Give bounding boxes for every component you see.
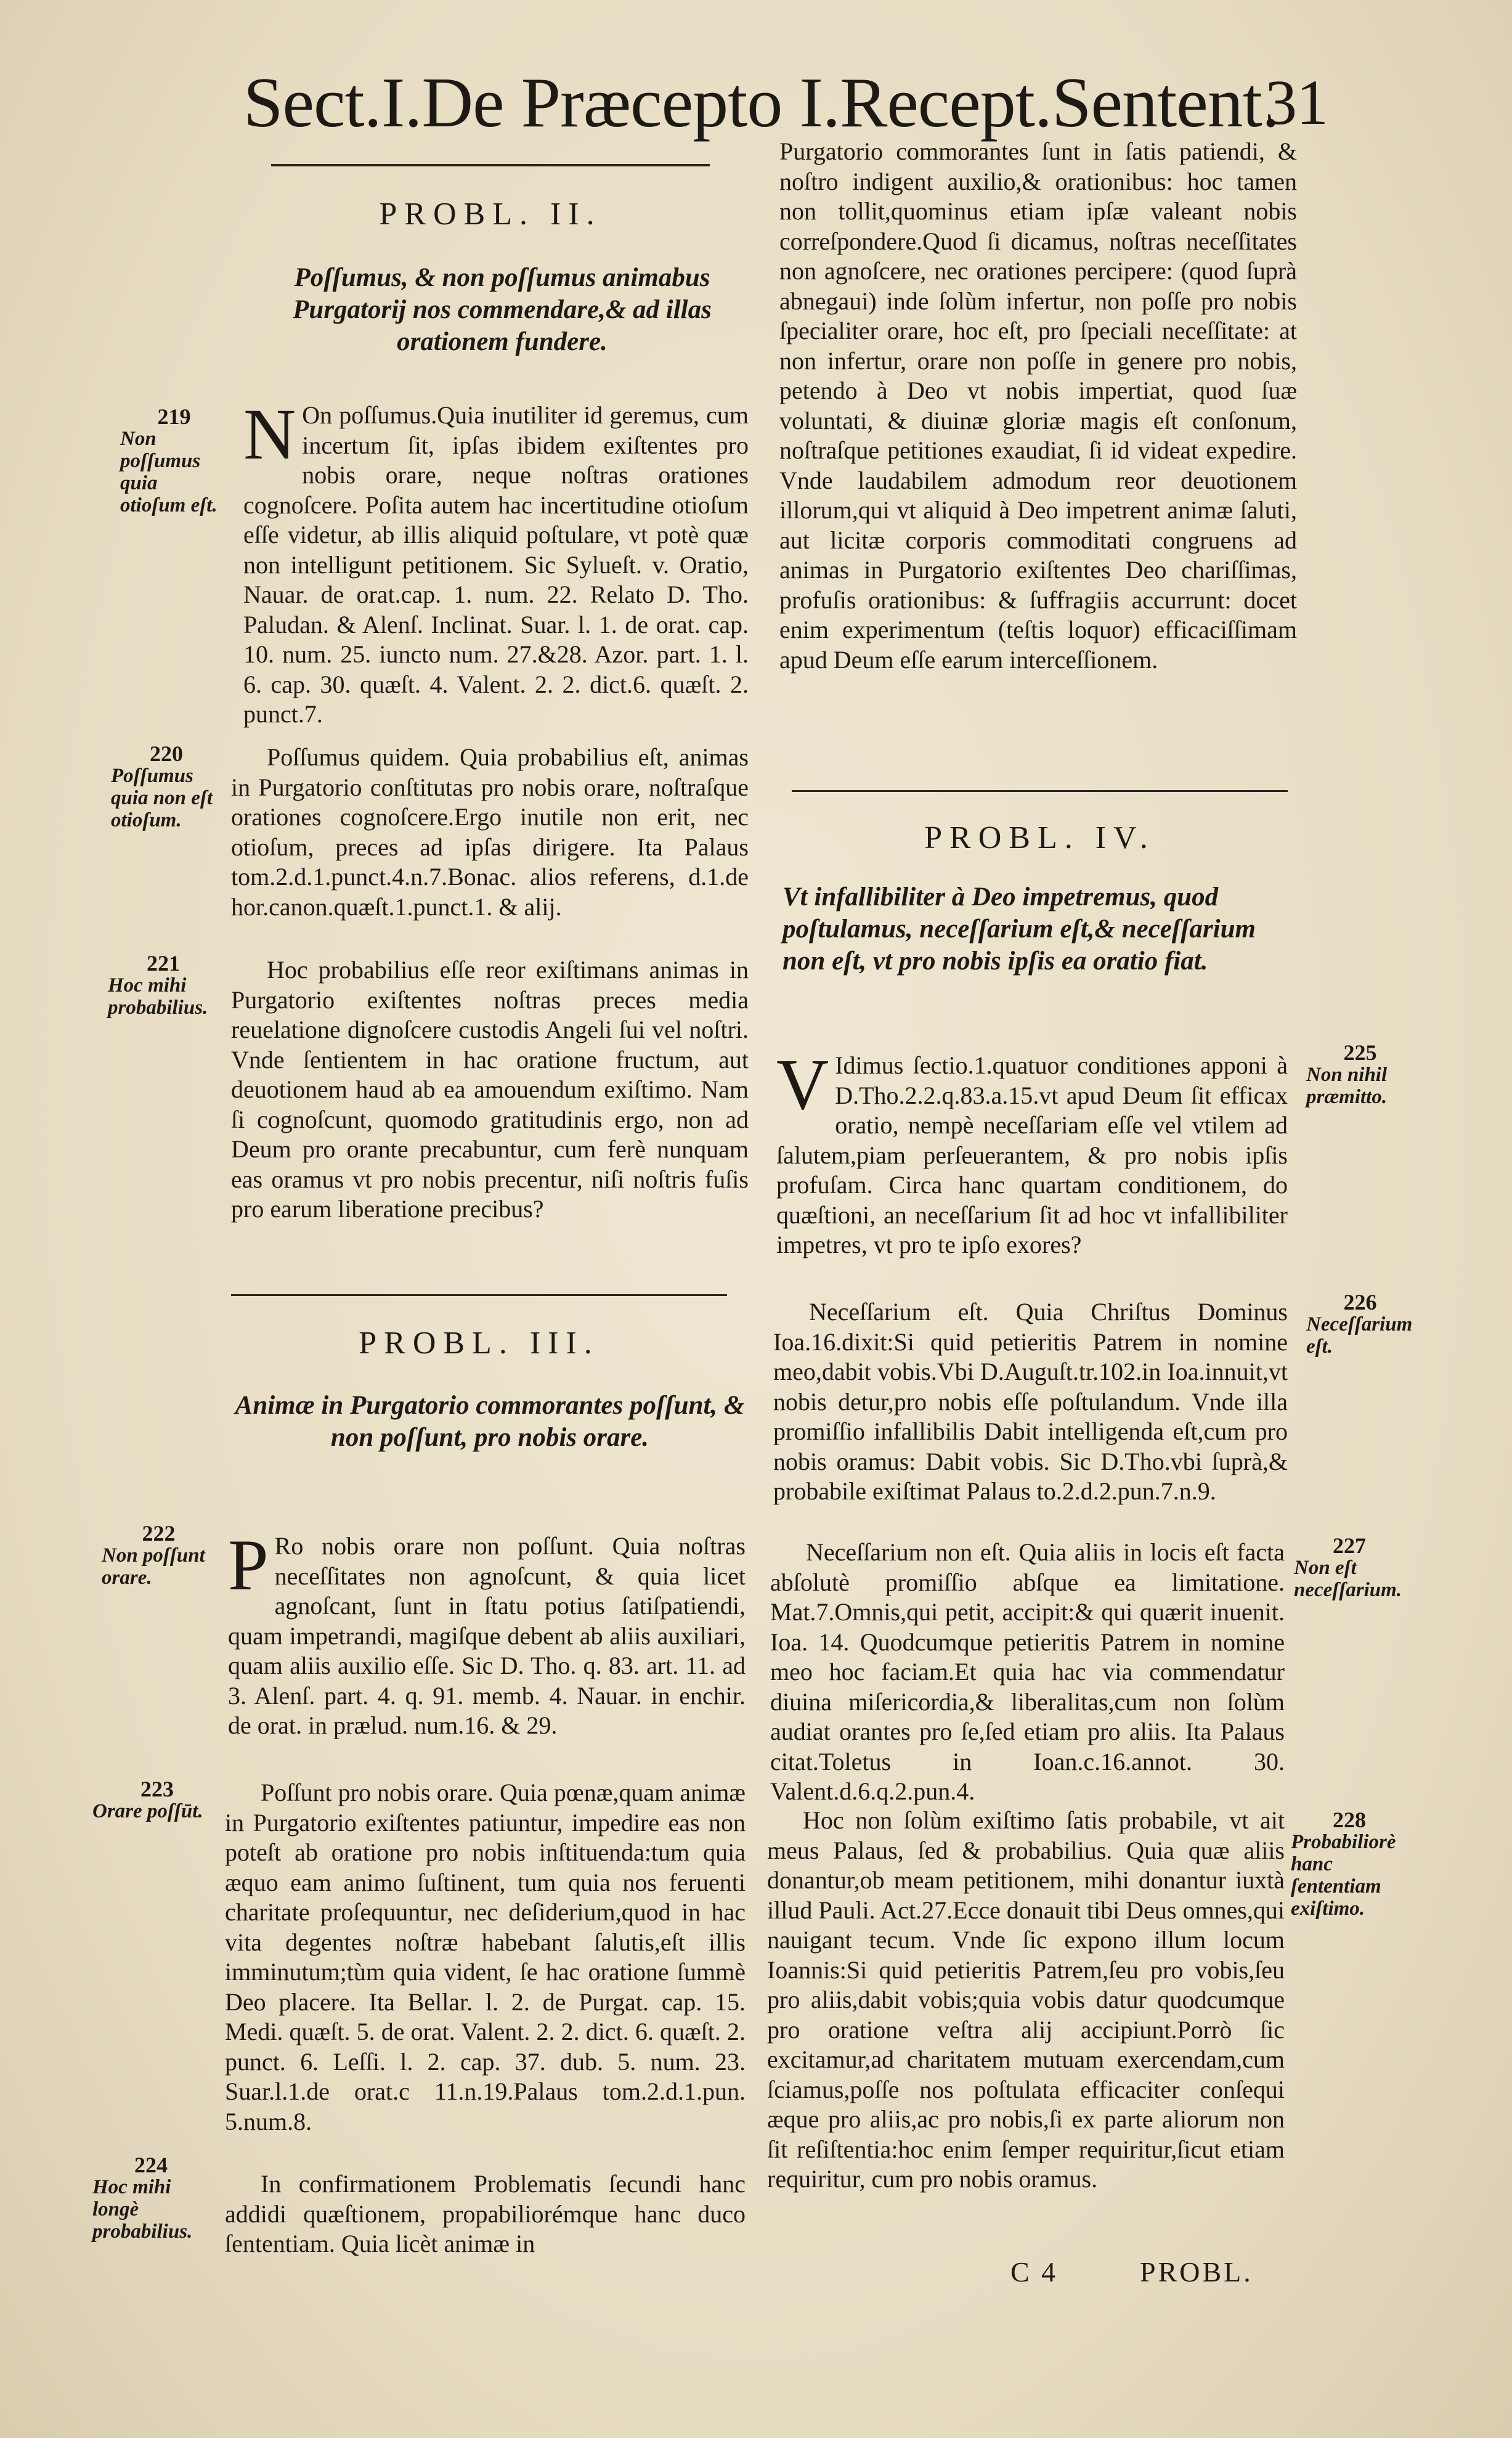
catchword: PROBL. [1140, 2256, 1253, 2288]
paragraph-text: N On poſſumus.Quia inutiliter id geremus, cum incertum ſit, ipſas ibidem exiſtentes pro nobis orare, neque noſtras orationes cognoſcere. Poſita autem hac incertitudine otioſum eſſe videtur, ab illis aliquid poſtulare, vt potè quæ non intelligunt petitionem. Sic Sylueſt. v. Oratio, Nauar. de orat.cap. 1. num. 22. Relato D. Tho. Paludan. & Alenſ. Inclinat. Suar. l. 1. de orat. cap. 10. num. 25. iuncto num. 27.&28. Azor. part. 1. l. 6. cap. 30. quæſt. 4. Valent. 2. 2. dict.6. quæſt. 2. punct.7. [243, 394, 749, 728]
paragraph-228 [767, 1806, 1285, 2195]
paragraph-text: Hoc non ſolùm exiſtimo ſatis probabile, vt ait meus Palaus, ſed & probabilius. Quia quæ aliis donantur,ob meam petitionem, mihi donantur iuxtà illud Pauli. Act.27.Ecce donauit tibi Deus omnes,qui nauigant tecum. Vnde ſic expono illum locum Ioannis:Si quid petieritis Patrem,ſeu pro vobis,ſeu pro aliis,dabit vobis;quia vobis datur quodcumque pro oratione veſtra alij accipiunt.Porrò ſic excitamur,ad charitatem mutuam exercendam,cum ſciamus,poſſe nos poſtulata efficaciter conſequi æque pro aliis,ac pro nobis,ſi ex parte aliorum non ſit reſiſtentia:hoc enim ſemper requiritur,ſicut etiam requiritur, cum pro nobis oramus. [767, 1806, 1285, 2193]
paragraph-text: Purgatorio commorantes ſunt in ſatis patiendi, & noſtro indigent auxilio,& orationibus: hoc tamen non tollit,quominus etiam ipſæ valeant nobis correſpondere.Quod ſi dicamus, noſtras neceſſitates non agnoſcere, nec orationes percipere: (quod ſuprà abnegaui) inde ſolùm infertur, non poſſe pro nobis ſpecialiter orare, hoc eſt, pro ſpeciali neceſſitate: at non infertur, orare non poſſe in genere pro nobis, petendo à Deo vt nobis impertiat, quod ſuæ voluntati, & diuinæ gloriæ magis eſt conſonum, noſtraſque petitiones exaudiat, ſi id videat expedire. Vnde laudabilem admodum reor deuotionem illorum,qui vt aliquid à Deo impetrent animæ ſaluti, aut licitæ corporis commoditati congruens ad animas in Purgatorio exiſtentes Deo chariſſimas, profuſis orationibus: & ſuffragiis accurrunt: docet enim experimentum (teſtis loquor) efficaciſſimam apud Deum eſſe earum interceſſionem. [779, 137, 1297, 674]
paragraph-224 [225, 2169, 746, 2259]
paragraph-222 [228, 1525, 746, 1741]
problem-4-title: PROBL. IV. [924, 820, 1155, 855]
rule [231, 1294, 727, 1296]
paragraph-221 [231, 955, 749, 1225]
running-title: Sect.I.De Præcepto I.Recept.Sentent. [243, 63, 1279, 142]
margin-note-219: 219 Non poſſumus quia otioſum eſt. [120, 404, 217, 516]
signature-mark: C 4 [1010, 2256, 1059, 2288]
paragraph-text: P Ro nobis orare non poſſunt. Quia noſtras neceſſitates non agnoſcunt, & quia licet agnoſcant, ſunt in ſtatu potius ſatiſpatiendi, quam impetrandi, magiſque debent ab aliis auxiliari, quam aliis auxilio eſſe. Sic D. Tho. q. 83. art. 11. ad 3. Alenſ. part. 4. q. 91. memb. 4. Nauar. in enchir. de orat. in prælud. num.16. & 29. [228, 1525, 746, 1739]
running-header [243, 57, 1328, 149]
paragraph-220 [231, 743, 749, 922]
margin-note-227: 227 Non eſt neceſſarium. [1294, 1533, 1402, 1601]
problem-3-title: PROBL. III. [359, 1326, 600, 1361]
paragraph-text: Poſſumus quidem. Quia probabilius eſt, animas in Purgatorio conſtitutas pro nobis orare, noſtraſque orationes cognoſcere.Ergo inutile non erit, nec otioſum, preces ad ipſas dirigere. Ita Palaus tom.2.d.1.punct.4.n.7.Bonac. alios referens, d.1.de hor.canon.quæſt.1.punct.1. & alij. [231, 743, 749, 921]
paragraph-225 [776, 1044, 1288, 1260]
paragraph-text: In confirmationem Problematis ſecundi hanc addidi quæſtionem, propabiliorémque hanc duco ſententiam. Quia licèt animæ in [225, 2170, 746, 2257]
problem-2-title: PROBL. II. [379, 197, 602, 232]
margin-note-222: 222 Non poſſunt orare. [102, 1521, 205, 1589]
drop-cap: N [243, 394, 296, 475]
problem-2-question: Poſſumus, & non poſſumus animabus Purgatorij nos commendare,& ad illas orationem fundere. [293, 263, 712, 356]
paragraph-227 [770, 1538, 1285, 1807]
problem-3-question: Animæ in Purgatorio commorantes poſſunt, & non poſſunt, pro nobis orare. [235, 1391, 745, 1452]
drop-cap: P [228, 1525, 269, 1605]
paragraph-219 [243, 394, 749, 730]
paragraph-226 [773, 1297, 1288, 1507]
margin-note-228: 228 Probabiliorè hanc ſententiam exiſtimo. [1291, 1808, 1396, 1920]
margin-note-223: 223 Orare poſſūt. [92, 1777, 203, 1822]
paragraph-text: Poſſunt pro nobis orare. Quia pœnæ,quam animæ in Purgatorio exiſtentes patiuntur, impedire eas non poteſt ab oratione pro nobis inſtituenda:tum quia æquo eam animo ſuſtinent, tum quia nos feruenti charitate proſequuntur, nec deſiderium,quod in hac vita degentes noſtræ habebant ſalutis,eſt illis imminutum;tùm quia vident, ſe hac oratione ſummè Deo placere. Ita Bellar. l. 2. de Purgat. cap. 15. Medi. quæſt. 5. de orat. Valent. 2. 2. dict. 6. quæſt. 2. punct. 6. Leſſi. l. 2. cap. 37. dub. 5. num. 23. Suar.l.1.de orat.c 11.n.19.Palaus tom.2.d.1.pun. 5.num.8. [225, 1779, 746, 2135]
paragraph-text: Neceſſarium eſt. Quia Chriſtus Dominus Ioa.16.dixit:Si quid petieritis Patrem in nomine meo,dabit vobis.Vbi D.Auguſt.tr.102.in Ioa.innuit,vt nobis detur,pro nobis eſſe poſtulandum. Vnde illa promiſſio infallibilis Dabit intelligenda eſt,cum pro nobis oramus: Dabit vobis. Sic D.Tho.vbi ſuprà,& probabile exiſtimat Palaus to.2.d.2.pun.7.n.9. [773, 1298, 1288, 1505]
margin-note-226: 226 Neceſſarium eſt. [1306, 1290, 1413, 1358]
continuation-paragraph [779, 137, 1297, 675]
page-number: 31 [1265, 67, 1328, 138]
paragraph-text: V Idimus ſectio.1.quatuor conditiones apponi à D.Tho.2.2.q.83.a.15.vt apud Deum ſit efficax oratio, nempè neceſſariam eſſe vel vtilem ad ſalutem,piam perſeuerantem, & pro nobis ipſis profuſam. Circa hanc quartam conditionem, do quæſtioni, an neceſſarium ſit ad hoc vt infallibiliter impetres, vt pro te ipſo exores? [776, 1044, 1288, 1258]
rule [792, 790, 1288, 792]
margin-note-221: 221 Hoc mihi probabilius. [108, 951, 208, 1019]
problem-4-question: Vt infallibiliter à Deo impetremus, quod poſtulamus, neceſſarium eſt,& neceſſarium non eſt, vt pro nobis ipſis ea oratio fiat. [782, 883, 1256, 976]
drop-cap: V [776, 1044, 829, 1125]
paragraph-text: Hoc probabilius eſſe reor exiſtimans animas in Purgatorio exiſtentes noſtras preces media reuelatione dignoſcere custodis Angeli ſui vel noſtri. Vnde ſentientem in hac oratione fructum, aut deuotionem haud ab ea amouendum exiſtimo. Nam ſi cognoſcunt, quomodo gratitudinis ergo, non ad Deum pro orante precabuntur, cum ferè nunquam eas oramus vt pro nobis precentur, niſi noſtris fuſis pro earum liberatione precibus? [231, 956, 749, 1223]
paragraph-223 [225, 1778, 746, 2137]
paragraph-text: Neceſſarium non eſt. Quia aliis in locis eſt facta abſolutè promiſſio abſque ea limitatione. Mat.7.Omnis,qui petit, accipit:& qui quærit inuenit. Ioa. 14. Quodcumque petieritis Patrem in nomine meo hoc faciam.Et quia hac via commendatur diuina miſericordia,& liberalitas,cum non ſolùm audiat orantes pro ſe,ſed etiam pro aliis. Ita Palaus citat.Toletus in Ioan.c.16.annot. 30. Valent.d.6.q.2.pun.4. [770, 1538, 1285, 1805]
margin-note-225: 225 Non nihil præmitto. [1306, 1040, 1388, 1108]
rule [271, 164, 710, 166]
margin-note-224: 224 Hoc mihi longè probabilius. [92, 2153, 193, 2243]
margin-note-220: 220 Poſſumus quia non eſt otioſum. [111, 741, 213, 831]
